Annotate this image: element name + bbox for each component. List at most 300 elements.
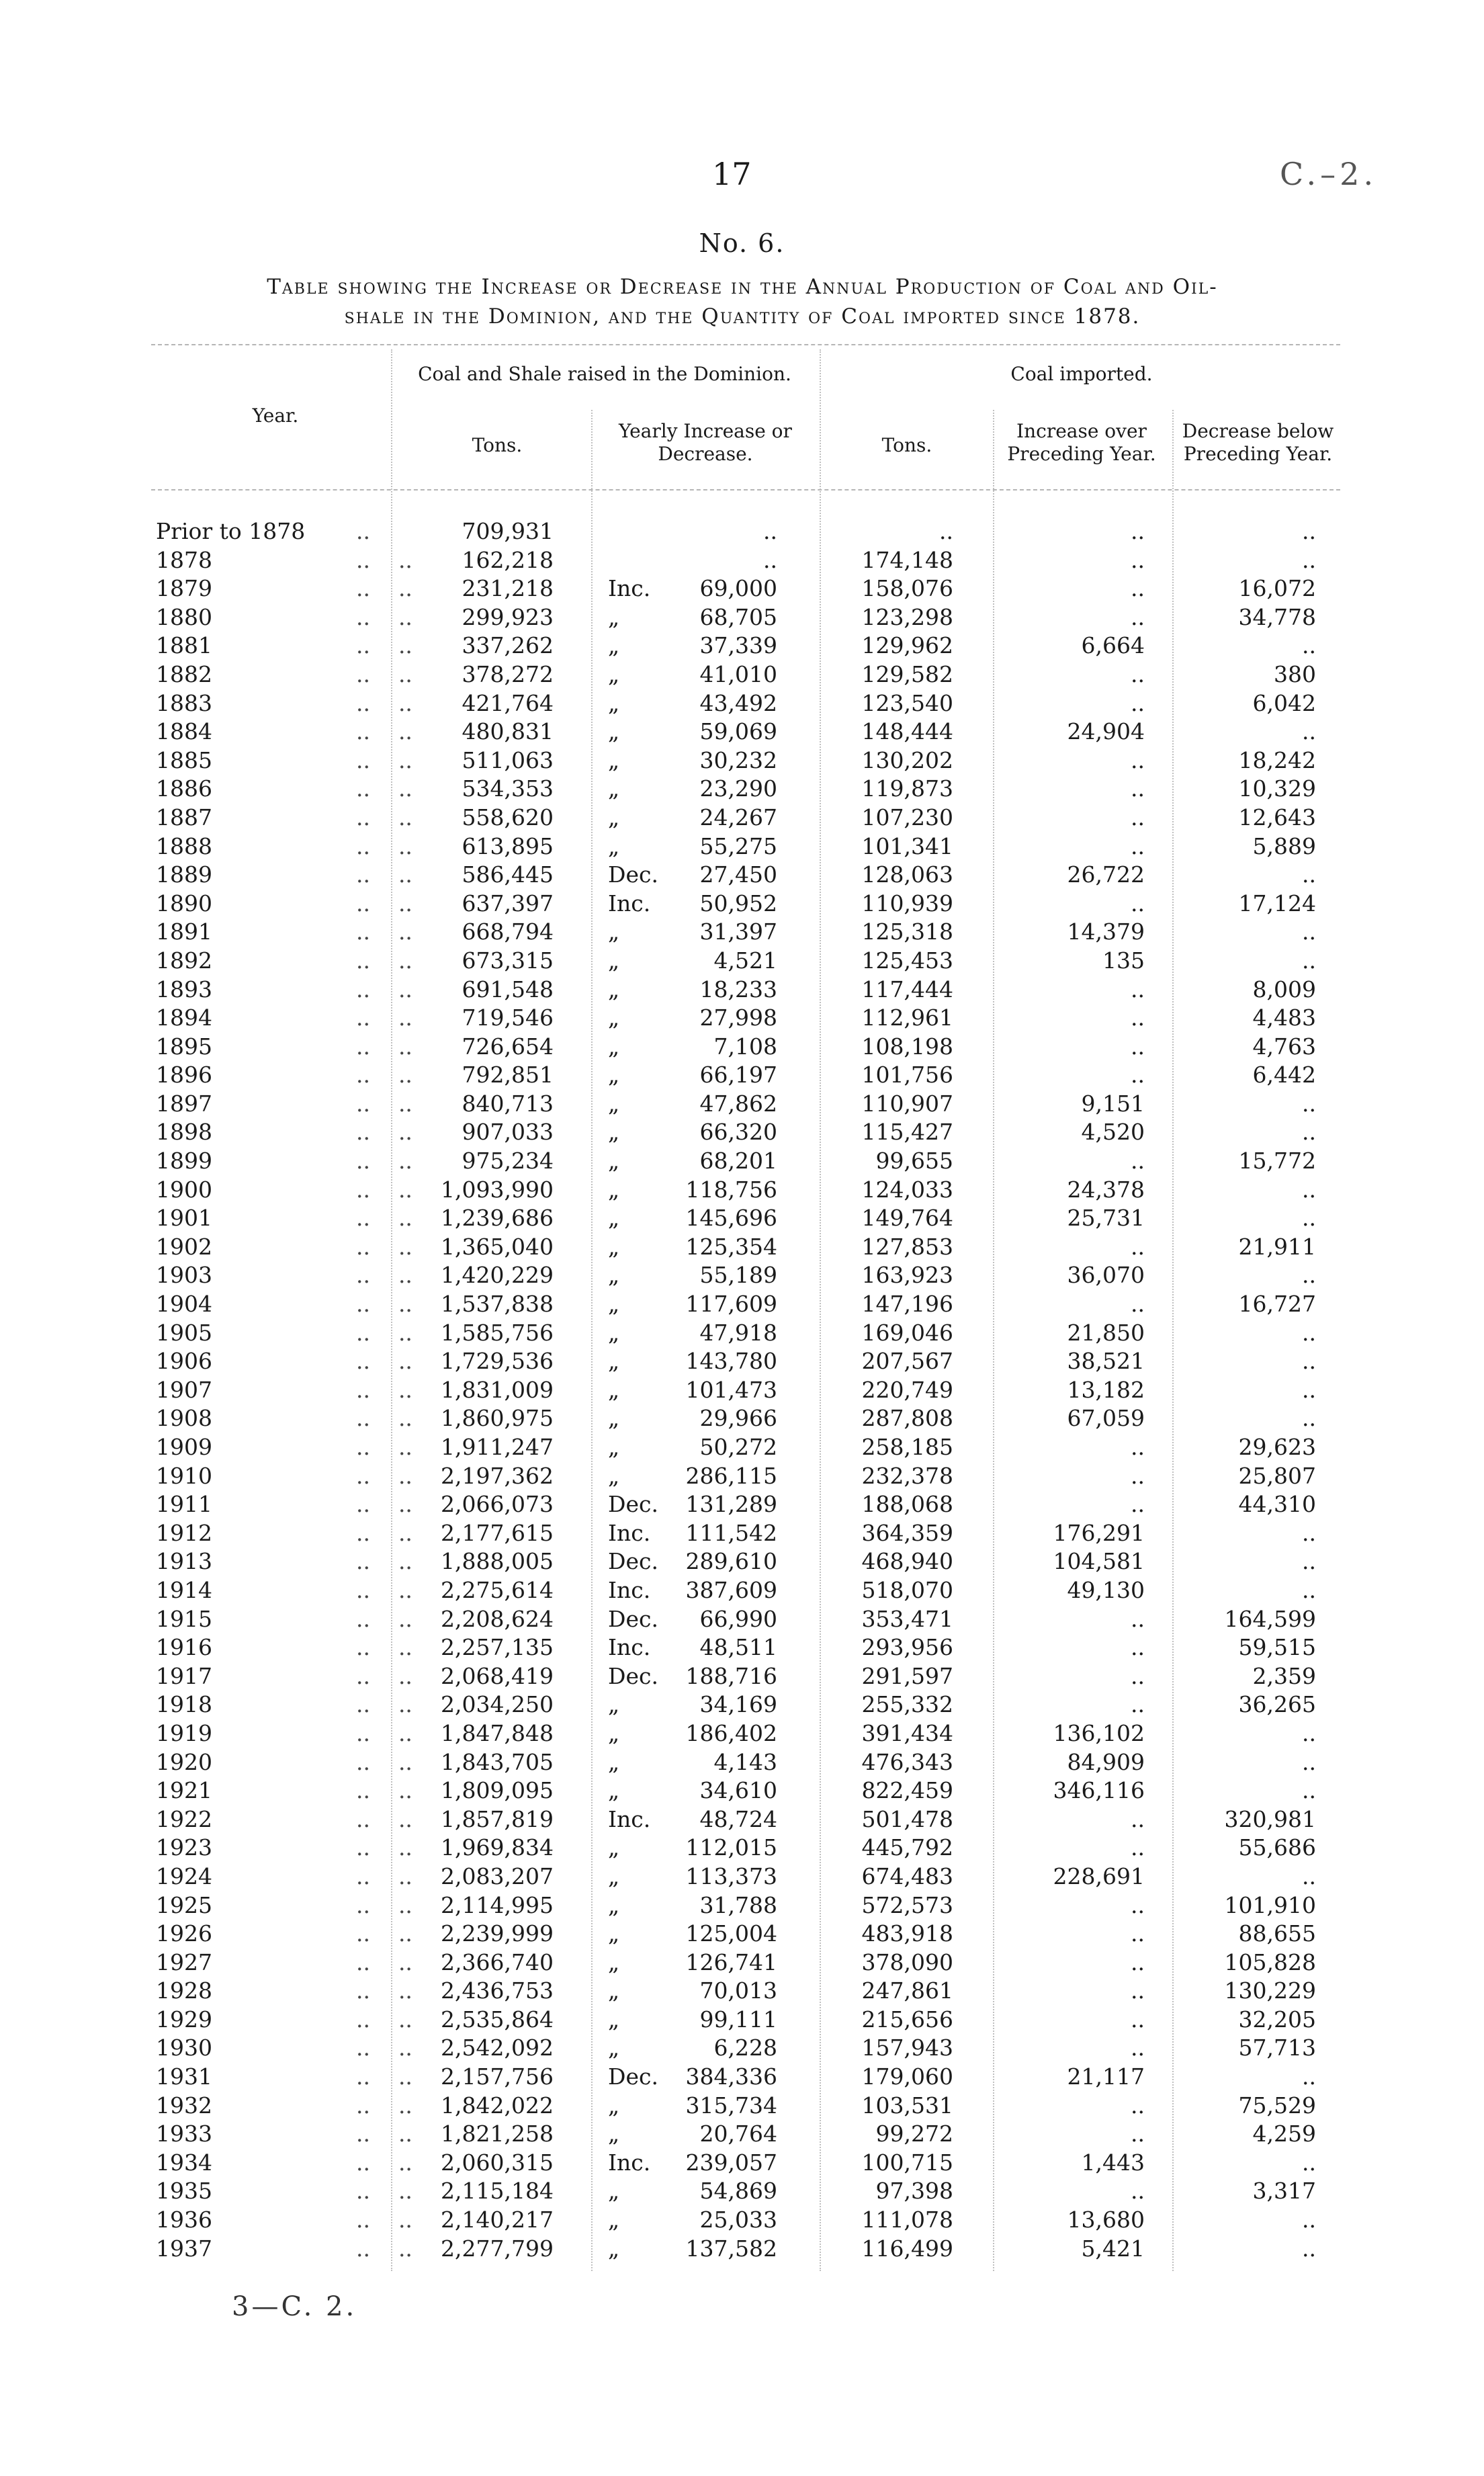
import-increase-cell: .. bbox=[1131, 2035, 1145, 2061]
leader-dots: .. .. bbox=[356, 546, 412, 573]
import-decrease-cell: .. bbox=[1302, 632, 1316, 659]
import-increase-cell: .. bbox=[1131, 660, 1145, 687]
tons-raised-cell: 726,654 bbox=[462, 1033, 554, 1060]
yearly-change-cell: 37,339 bbox=[699, 632, 777, 659]
leader-dots: .. .. bbox=[356, 1977, 412, 2004]
tons-imported-cell: 147,196 bbox=[861, 1291, 953, 1318]
tons-raised-cell: 2,114,995 bbox=[441, 1891, 554, 1918]
year-cell: 1894 bbox=[156, 1005, 212, 1031]
tons-imported-cell: 445,792 bbox=[861, 1834, 953, 1861]
import-increase-cell: .. bbox=[1131, 1691, 1145, 1718]
change-direction-cell: Dec. bbox=[608, 861, 658, 888]
year-cell: 1921 bbox=[156, 1777, 212, 1804]
yearly-change-cell: 24,267 bbox=[699, 804, 777, 830]
tons-imported-cell: 483,918 bbox=[861, 1920, 953, 1947]
leader-dots: .. .. bbox=[356, 1462, 412, 1489]
tons-raised-cell: 2,275,614 bbox=[441, 1576, 554, 1603]
import-decrease-cell: .. bbox=[1302, 518, 1316, 544]
tons-raised-cell: 162,218 bbox=[462, 546, 554, 573]
import-increase-cell: 25,731 bbox=[1067, 1205, 1145, 1232]
leader-dots: .. .. bbox=[356, 689, 412, 716]
header-yearly-increase-or-decrease: Yearly Increase or Decrease. bbox=[619, 420, 792, 465]
tons-imported-cell: 353,471 bbox=[861, 1605, 953, 1632]
table-row bbox=[0, 1347, 1484, 1376]
change-direction-cell: „ bbox=[608, 1005, 620, 1031]
import-increase-cell: 84,909 bbox=[1067, 1748, 1145, 1775]
tons-imported-cell: 518,070 bbox=[861, 1576, 953, 1603]
table-row bbox=[0, 1891, 1484, 1920]
change-direction-cell: Dec. bbox=[608, 2063, 658, 2090]
import-decrease-cell: .. bbox=[1302, 1119, 1316, 1146]
year-cell: 1909 bbox=[156, 1434, 212, 1460]
import-increase-cell: .. bbox=[1131, 1834, 1145, 1861]
change-direction-cell: „ bbox=[608, 746, 620, 773]
leader-dots: .. .. bbox=[356, 861, 412, 888]
yearly-change-cell: 54,869 bbox=[699, 2178, 777, 2205]
import-increase-cell: 67,059 bbox=[1067, 1405, 1145, 1432]
caption-line-2: shale in the Dominion, and the Quantity of Coal imported since 1878. bbox=[344, 304, 1141, 329]
table-row bbox=[0, 718, 1484, 746]
table-row bbox=[0, 2034, 1484, 2063]
tons-imported-cell: 97,398 bbox=[875, 2178, 953, 2205]
import-decrease-cell: 6,442 bbox=[1252, 1062, 1316, 1088]
year-cell: 1886 bbox=[156, 775, 212, 802]
yearly-change-cell: 25,033 bbox=[699, 2207, 777, 2233]
yearly-change-cell: 20,764 bbox=[699, 2121, 777, 2147]
tons-raised-cell: 792,851 bbox=[462, 1062, 554, 1088]
tons-raised-cell: 2,366,740 bbox=[441, 1949, 554, 1975]
year-cell: 1885 bbox=[156, 746, 212, 773]
import-increase-cell: .. bbox=[1131, 1033, 1145, 1060]
tons-imported-cell: 101,341 bbox=[861, 833, 953, 859]
import-increase-cell: 136,102 bbox=[1053, 1719, 1145, 1746]
yearly-change-cell: .. bbox=[763, 518, 777, 544]
tons-raised-cell: 1,585,756 bbox=[441, 1319, 554, 1346]
table-row bbox=[0, 861, 1484, 890]
import-decrease-cell: 18,242 bbox=[1238, 746, 1316, 773]
change-direction-cell: „ bbox=[608, 804, 620, 830]
year-cell: 1898 bbox=[156, 1119, 212, 1146]
table-row bbox=[0, 1433, 1484, 1462]
tons-imported-cell: 572,573 bbox=[861, 1891, 953, 1918]
leader-dots: .. .. bbox=[356, 1319, 412, 1346]
yearly-change-cell: 50,952 bbox=[699, 890, 777, 916]
table-row bbox=[0, 1404, 1484, 1433]
import-increase-cell: 21,850 bbox=[1067, 1319, 1145, 1346]
change-direction-cell: „ bbox=[608, 1920, 620, 1947]
change-direction-cell: Dec. bbox=[608, 1662, 658, 1689]
import-increase-cell: .. bbox=[1131, 1920, 1145, 1947]
year-cell: 1936 bbox=[156, 2207, 212, 2233]
import-increase-cell: .. bbox=[1131, 575, 1145, 602]
change-direction-cell: „ bbox=[608, 2092, 620, 2119]
change-direction-cell: „ bbox=[608, 2121, 620, 2147]
yearly-change-cell: 118,756 bbox=[685, 1176, 777, 1203]
import-increase-cell: .. bbox=[1131, 2121, 1145, 2147]
tons-imported-cell: 391,434 bbox=[861, 1719, 953, 1746]
change-direction-cell: „ bbox=[608, 833, 620, 859]
change-direction-cell: Inc. bbox=[608, 575, 651, 602]
year-cell: 1930 bbox=[156, 2035, 212, 2061]
import-decrease-cell: 21,911 bbox=[1238, 1233, 1316, 1260]
year-cell: 1914 bbox=[156, 1576, 212, 1603]
leader-dots: .. .. bbox=[356, 1033, 412, 1060]
leader-dots: .. .. bbox=[356, 1205, 412, 1232]
leader-dots: .. .. bbox=[356, 775, 412, 802]
import-increase-cell: 49,130 bbox=[1067, 1576, 1145, 1603]
tons-imported-cell: 125,318 bbox=[861, 919, 953, 945]
year-cell: 1880 bbox=[156, 603, 212, 630]
change-direction-cell: „ bbox=[608, 603, 620, 630]
import-decrease-cell: .. bbox=[1302, 1519, 1316, 1546]
change-direction-cell: „ bbox=[608, 1834, 620, 1861]
year-cell: 1900 bbox=[156, 1176, 212, 1203]
tons-imported-cell: 232,378 bbox=[861, 1462, 953, 1489]
tons-raised-cell: 2,115,184 bbox=[441, 2178, 554, 2205]
yearly-change-cell: 143,780 bbox=[685, 1348, 777, 1375]
tons-raised-cell: 1,847,848 bbox=[441, 1719, 554, 1746]
import-decrease-cell: 34,778 bbox=[1238, 603, 1316, 630]
tons-imported-cell: 99,655 bbox=[875, 1148, 953, 1175]
tons-imported-cell: 215,656 bbox=[861, 2006, 953, 2033]
leader-dots: .. .. bbox=[356, 1291, 412, 1318]
year-cell: 1902 bbox=[156, 1233, 212, 1260]
yearly-change-cell: 289,610 bbox=[685, 1548, 777, 1575]
year-cell: 1884 bbox=[156, 718, 212, 745]
tons-raised-cell: 534,353 bbox=[462, 775, 554, 802]
change-direction-cell: „ bbox=[608, 1090, 620, 1117]
leader-dots: .. .. bbox=[356, 2149, 412, 2176]
import-increase-cell: 9,151 bbox=[1081, 1090, 1145, 1117]
import-decrease-cell: 57,713 bbox=[1238, 2035, 1316, 2061]
import-increase-cell: .. bbox=[1131, 1434, 1145, 1460]
import-decrease-cell: 44,310 bbox=[1238, 1491, 1316, 1518]
leader-dots: .. .. bbox=[356, 1434, 412, 1460]
yearly-change-cell: 4,521 bbox=[713, 947, 777, 974]
table-row bbox=[0, 1748, 1484, 1777]
tons-raised-cell: 1,239,686 bbox=[441, 1205, 554, 1232]
change-direction-cell: Inc. bbox=[608, 1519, 651, 1546]
yearly-change-cell: 31,397 bbox=[699, 919, 777, 945]
change-direction-cell: „ bbox=[608, 1891, 620, 1918]
table-row bbox=[0, 1719, 1484, 1748]
leader-dots: .. .. bbox=[356, 1005, 412, 1031]
table-row bbox=[0, 1061, 1484, 1090]
tons-raised-cell: 2,083,207 bbox=[441, 1863, 554, 1889]
tons-imported-cell: 364,359 bbox=[861, 1519, 953, 1546]
change-direction-cell: „ bbox=[608, 632, 620, 659]
tons-raised-cell: 1,842,022 bbox=[441, 2092, 554, 2119]
year-cell: 1901 bbox=[156, 1205, 212, 1232]
yearly-change-cell: 125,354 bbox=[685, 1233, 777, 1260]
table-row bbox=[0, 775, 1484, 804]
change-direction-cell: „ bbox=[608, 660, 620, 687]
import-increase-cell: .. bbox=[1131, 775, 1145, 802]
tons-imported-cell: 125,453 bbox=[861, 947, 953, 974]
yearly-change-cell: 47,918 bbox=[699, 1319, 777, 1346]
yearly-change-cell: 27,450 bbox=[699, 861, 777, 888]
yearly-change-cell: 41,010 bbox=[699, 660, 777, 687]
change-direction-cell: „ bbox=[608, 1462, 620, 1489]
tons-imported-cell: 287,808 bbox=[861, 1405, 953, 1432]
tons-raised-cell: 2,257,135 bbox=[441, 1634, 554, 1661]
table-row bbox=[0, 1662, 1484, 1691]
tons-imported-cell: 124,033 bbox=[861, 1176, 953, 1203]
tons-raised-cell: 840,713 bbox=[462, 1090, 554, 1117]
header-year: Year. bbox=[252, 404, 299, 427]
tons-raised-cell: 2,060,315 bbox=[441, 2149, 554, 2176]
year-cell: 1892 bbox=[156, 947, 212, 974]
table-row bbox=[0, 2235, 1484, 2264]
tons-imported-cell: 293,956 bbox=[861, 1634, 953, 1661]
table-row bbox=[0, 1033, 1484, 1062]
import-increase-cell: .. bbox=[1131, 1805, 1145, 1832]
year-cell: 1890 bbox=[156, 890, 212, 916]
import-increase-cell: .. bbox=[1131, 804, 1145, 830]
change-direction-cell: „ bbox=[608, 1119, 620, 1146]
import-decrease-cell: .. bbox=[1302, 1576, 1316, 1603]
table-row bbox=[0, 1319, 1484, 1348]
import-decrease-cell: 29,623 bbox=[1238, 1434, 1316, 1460]
tons-raised-cell: 2,436,753 bbox=[441, 1977, 554, 2004]
table-row bbox=[0, 574, 1484, 603]
change-direction-cell: „ bbox=[608, 2178, 620, 2205]
table-row bbox=[0, 1633, 1484, 1662]
table-row bbox=[0, 1118, 1484, 1147]
leader-dots: .. .. bbox=[356, 1777, 412, 1804]
tons-raised-cell: 1,843,705 bbox=[441, 1748, 554, 1775]
import-decrease-cell: .. bbox=[1302, 1319, 1316, 1346]
leader-dots: .. .. bbox=[356, 2207, 412, 2233]
year-cell: 1887 bbox=[156, 804, 212, 830]
tons-imported-cell: 108,198 bbox=[861, 1033, 953, 1060]
table-row bbox=[0, 2120, 1484, 2149]
tons-raised-cell: 1,821,258 bbox=[441, 2121, 554, 2147]
leader-dots: .. .. bbox=[356, 1062, 412, 1088]
change-direction-cell: „ bbox=[608, 1291, 620, 1318]
year-cell: 1905 bbox=[156, 1319, 212, 1346]
year-cell: 1917 bbox=[156, 1662, 212, 1689]
year-cell: 1931 bbox=[156, 2063, 212, 2090]
header-tons-raised: Tons. bbox=[472, 434, 523, 456]
import-decrease-cell: 55,686 bbox=[1238, 1834, 1316, 1861]
tons-imported-cell: 101,756 bbox=[861, 1062, 953, 1088]
tons-raised-cell: 2,277,799 bbox=[441, 2235, 554, 2262]
change-direction-cell: „ bbox=[608, 1148, 620, 1175]
tons-raised-cell: 2,197,362 bbox=[441, 1462, 554, 1489]
yearly-change-cell: 55,189 bbox=[699, 1262, 777, 1289]
yearly-change-cell: 66,197 bbox=[699, 1062, 777, 1088]
year-cell: 1879 bbox=[156, 575, 212, 602]
tons-raised-cell: 1,093,990 bbox=[441, 1176, 554, 1203]
change-direction-cell: „ bbox=[608, 2235, 620, 2262]
import-increase-cell: .. bbox=[1131, 689, 1145, 716]
leader-dots: .. .. bbox=[356, 2063, 412, 2090]
yearly-change-cell: 43,492 bbox=[699, 689, 777, 716]
change-direction-cell: „ bbox=[608, 1176, 620, 1203]
tons-imported-cell: 188,068 bbox=[861, 1491, 953, 1518]
table-row bbox=[0, 1204, 1484, 1233]
change-direction-cell: „ bbox=[608, 718, 620, 745]
leader-dots: .. .. bbox=[356, 1691, 412, 1718]
year-cell: 1883 bbox=[156, 689, 212, 716]
import-increase-cell: 6,664 bbox=[1081, 632, 1145, 659]
leader-dots: .. .. bbox=[356, 1605, 412, 1632]
tons-imported-cell: 119,873 bbox=[861, 775, 953, 802]
import-increase-cell: 1,443 bbox=[1081, 2149, 1145, 2176]
tons-raised-cell: 2,239,999 bbox=[441, 1920, 554, 1947]
leader-dots: .. .. bbox=[356, 890, 412, 916]
import-increase-cell: .. bbox=[1131, 1291, 1145, 1318]
year-cell: 1926 bbox=[156, 1920, 212, 1947]
tons-raised-cell: 1,831,009 bbox=[441, 1376, 554, 1403]
tons-raised-cell: 586,445 bbox=[462, 861, 554, 888]
tons-raised-cell: 637,397 bbox=[462, 890, 554, 916]
change-direction-cell: „ bbox=[608, 947, 620, 974]
tons-raised-cell: 231,218 bbox=[462, 575, 554, 602]
tons-imported-cell: 148,444 bbox=[861, 718, 953, 745]
leader-dots: .. .. bbox=[356, 1519, 412, 1546]
import-increase-cell: 176,291 bbox=[1053, 1519, 1145, 1546]
tons-raised-cell: 2,208,624 bbox=[441, 1605, 554, 1632]
change-direction-cell: Dec. bbox=[608, 1491, 658, 1518]
table-row bbox=[0, 1834, 1484, 1863]
year-cell: 1929 bbox=[156, 2006, 212, 2033]
table-row bbox=[0, 1519, 1484, 1548]
year-cell: 1933 bbox=[156, 2121, 212, 2147]
tons-imported-cell: 207,567 bbox=[861, 1348, 953, 1375]
yearly-change-cell: 186,402 bbox=[685, 1719, 777, 1746]
header-increase-over-preceding-year: Increase over Preceding Year. bbox=[1007, 420, 1156, 465]
import-decrease-cell: .. bbox=[1302, 1348, 1316, 1375]
yearly-change-cell: 66,990 bbox=[699, 1605, 777, 1632]
tons-imported-cell: 103,531 bbox=[861, 2092, 953, 2119]
table-row bbox=[0, 976, 1484, 1005]
tons-raised-cell: 691,548 bbox=[462, 976, 554, 1002]
tons-imported-cell: 149,764 bbox=[861, 1205, 953, 1232]
year-cell: 1923 bbox=[156, 1834, 212, 1861]
change-direction-cell: „ bbox=[608, 1949, 620, 1975]
tons-raised-cell: 2,066,073 bbox=[441, 1491, 554, 1518]
yearly-change-cell: 315,734 bbox=[685, 2092, 777, 2119]
import-decrease-cell: .. bbox=[1302, 1548, 1316, 1575]
leader-dots: .. .. bbox=[356, 1405, 412, 1432]
tons-raised-cell: 975,234 bbox=[462, 1148, 554, 1175]
tons-imported-cell: 128,063 bbox=[861, 861, 953, 888]
import-decrease-cell: .. bbox=[1302, 1205, 1316, 1232]
table-row bbox=[0, 1261, 1484, 1290]
tons-imported-cell: 169,046 bbox=[861, 1319, 953, 1346]
import-decrease-cell: .. bbox=[1302, 2149, 1316, 2176]
import-decrease-cell: 4,763 bbox=[1252, 1033, 1316, 1060]
import-decrease-cell: 75,529 bbox=[1238, 2092, 1316, 2119]
change-direction-cell: „ bbox=[608, 1691, 620, 1718]
yearly-change-cell: 131,289 bbox=[685, 1491, 777, 1518]
yearly-change-cell: 31,788 bbox=[699, 1891, 777, 1918]
tons-raised-cell: 907,033 bbox=[462, 1119, 554, 1146]
import-decrease-cell: 10,329 bbox=[1238, 775, 1316, 802]
table-row bbox=[0, 1691, 1484, 1719]
yearly-change-cell: 239,057 bbox=[685, 2149, 777, 2176]
yearly-change-cell: .. bbox=[763, 546, 777, 573]
tons-raised-cell: 1,537,838 bbox=[441, 1291, 554, 1318]
table-row bbox=[0, 947, 1484, 976]
table-row bbox=[0, 1777, 1484, 1805]
tons-raised-cell: 1,420,229 bbox=[441, 1262, 554, 1289]
tons-imported-cell: 255,332 bbox=[861, 1691, 953, 1718]
leader-dots: .. .. bbox=[356, 1376, 412, 1403]
import-increase-cell: 135 bbox=[1102, 947, 1145, 974]
leader-dots: .. .. bbox=[356, 2121, 412, 2147]
import-increase-cell: 228,691 bbox=[1053, 1863, 1145, 1889]
yearly-change-cell: 55,275 bbox=[699, 833, 777, 859]
leader-dots: .. .. bbox=[356, 919, 412, 945]
year-cell: 1893 bbox=[156, 976, 212, 1002]
table-row bbox=[0, 1977, 1484, 2006]
caption-line-1: Table showing the Increase or Decrease in the Annual Production of Coal and Oil- bbox=[267, 275, 1218, 299]
import-decrease-cell: 101,910 bbox=[1224, 1891, 1316, 1918]
yearly-change-cell: 68,201 bbox=[699, 1148, 777, 1175]
import-increase-cell: .. bbox=[1131, 1462, 1145, 1489]
import-increase-cell: 14,379 bbox=[1067, 919, 1145, 945]
import-increase-cell: .. bbox=[1131, 546, 1145, 573]
table-row bbox=[0, 2177, 1484, 2206]
import-decrease-cell: 17,124 bbox=[1238, 890, 1316, 916]
year-cell: 1897 bbox=[156, 1090, 212, 1117]
table-row bbox=[0, 689, 1484, 718]
year-cell: 1904 bbox=[156, 1291, 212, 1318]
import-increase-cell: .. bbox=[1131, 1005, 1145, 1031]
tons-imported-cell: 158,076 bbox=[861, 575, 953, 602]
tons-raised-cell: 511,063 bbox=[462, 746, 554, 773]
import-increase-cell: .. bbox=[1131, 746, 1145, 773]
change-direction-cell: Inc. bbox=[608, 1634, 651, 1661]
header-decrease-below-preceding-year: Decrease below Preceding Year. bbox=[1182, 420, 1334, 465]
import-increase-cell: 26,722 bbox=[1067, 861, 1145, 888]
year-cell: 1920 bbox=[156, 1748, 212, 1775]
import-increase-cell: .. bbox=[1131, 518, 1145, 544]
table-row bbox=[0, 1949, 1484, 1977]
year-cell: 1895 bbox=[156, 1033, 212, 1060]
import-increase-cell: .. bbox=[1131, 1634, 1145, 1661]
change-direction-cell: „ bbox=[608, 1262, 620, 1289]
year-cell: 1878 bbox=[156, 546, 212, 573]
leader-dots: .. .. bbox=[356, 746, 412, 773]
tons-imported-cell: 130,202 bbox=[861, 746, 953, 773]
change-direction-cell: Inc. bbox=[608, 1576, 651, 1603]
table-row bbox=[0, 1290, 1484, 1319]
leader-dots: .. .. bbox=[356, 1891, 412, 1918]
leader-dots: .. .. bbox=[356, 1090, 412, 1117]
year-cell: 1910 bbox=[156, 1462, 212, 1489]
table-row bbox=[0, 1605, 1484, 1634]
import-decrease-cell: .. bbox=[1302, 1090, 1316, 1117]
import-increase-cell: .. bbox=[1131, 2178, 1145, 2205]
tons-raised-cell: 421,764 bbox=[462, 689, 554, 716]
yearly-change-cell: 29,966 bbox=[699, 1405, 777, 1432]
import-decrease-cell: 16,727 bbox=[1238, 1291, 1316, 1318]
import-increase-cell: .. bbox=[1131, 2006, 1145, 2033]
change-direction-cell: „ bbox=[608, 1434, 620, 1460]
tons-raised-cell: 2,140,217 bbox=[441, 2207, 554, 2233]
change-direction-cell: Dec. bbox=[608, 1605, 658, 1632]
table-row bbox=[0, 746, 1484, 775]
table-row bbox=[0, 1176, 1484, 1205]
table-body bbox=[0, 517, 1484, 2263]
tons-imported-cell: 110,939 bbox=[861, 890, 953, 916]
table-row bbox=[0, 1490, 1484, 1519]
tons-raised-cell: 337,262 bbox=[462, 632, 554, 659]
